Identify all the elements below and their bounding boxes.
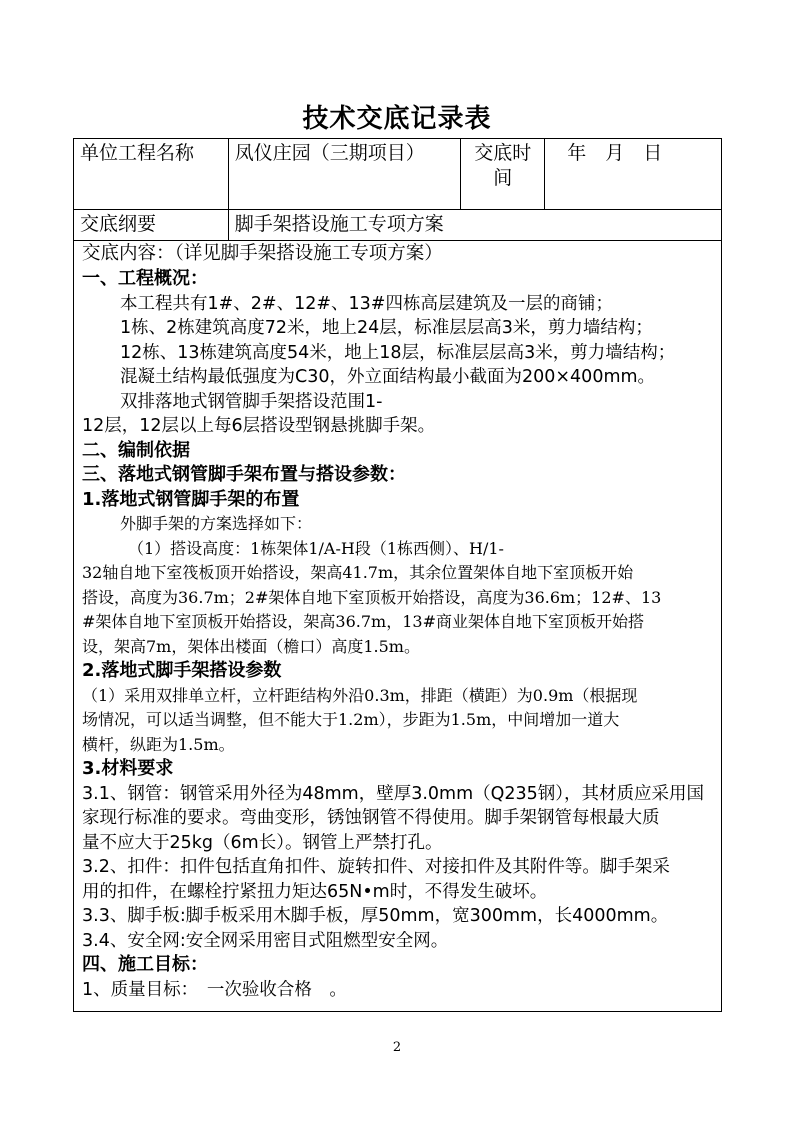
s33-line-3: 量不应大于25kg（6m长）。钢管上严禁打孔。 bbox=[82, 832, 443, 853]
s33-line-5: 用的扣件，在螺栓拧紧扭力矩达65N•m时，不得发生破坏。 bbox=[82, 881, 548, 902]
unit-label: 单位工程名称 bbox=[74, 139, 229, 210]
s31-line-2: （1）搭设高度：1栋架体1/A-H段（1栋西侧）、H/1- bbox=[128, 538, 504, 558]
section-3-title: 三、落地式钢管脚手架布置与搭设参数： bbox=[82, 464, 406, 485]
s33-line-1: 3.1、钢管：钢管采用外径为48mm，壁厚3.0mm（Q235钢），其材质应采用国 bbox=[82, 783, 705, 804]
s33-line-7: 3.4、安全网:安全网采用密目式阻燃型安全网。 bbox=[82, 930, 449, 951]
s1-line-4: 混凝土结构最低强度为C30，外立面结构最小截面为200×400mm。 bbox=[120, 367, 656, 387]
page-number: 2 bbox=[392, 1040, 402, 1055]
s33-line-6: 3.3、脚手板:脚手板采用木脚手板，厚50mm，宽300mm，长4000mm。 bbox=[82, 906, 669, 926]
content-intro: 交底内容：（详见脚手架搭设施工专项方案） bbox=[82, 243, 443, 264]
unit-value: 凤仪庄园（三期项目） bbox=[228, 139, 461, 210]
s1-line-6: 12层，12层以上每6层搭设型钢悬挑脚手架。 bbox=[82, 416, 436, 436]
s32-line-1: （1）采用双排单立杆，立杆距结构外沿0.3m，排距（横距）为0.9m（根据现 bbox=[82, 685, 638, 705]
s32-line-3: 横杆，纵距为1.5m。 bbox=[82, 734, 235, 754]
s1-line-3: 12栋、13栋建筑高度54米，地上18层，标准层层高3米，剪力墙结构； bbox=[120, 342, 676, 363]
subsection-3-1-title: 1.落地式钢管脚手架的布置 bbox=[82, 488, 300, 510]
outline-value: 脚手架搭设施工专项方案 bbox=[228, 210, 721, 241]
time-value: 年 月 日 bbox=[545, 139, 722, 210]
header-table bbox=[73, 138, 722, 241]
s32-line-2: 场情况，可以适当调整，但不能大于1.2m），步距为1.5m，中间增加一道大 bbox=[82, 710, 620, 729]
s1-line-5: 双排落地式钢管脚手架搭设范围1- bbox=[120, 391, 383, 412]
page-title: 技术交底记录表 bbox=[302, 104, 492, 134]
s31-line-4: 搭设，高度为36.7m；2#架体自地下室顶板开始搭设，高度为36.6m；12#、13 bbox=[82, 587, 662, 607]
s1-line-2: 1栋、2栋建筑高度72米，地上24层，标准层层高3米，剪力墙结构； bbox=[120, 318, 653, 338]
s31-line-6: 设，架高7m，架体出楼面（檐口）高度1.5m。 bbox=[82, 636, 420, 656]
content-cell bbox=[73, 240, 722, 1012]
subsection-3-2-title: 2.落地式脚手架搭设参数 bbox=[82, 660, 282, 681]
s31-line-1: 外脚手架的方案选择如下： bbox=[120, 514, 313, 533]
s1-line-1: 本工程共有1#、2#、12#、13#四栋高层建筑及一层的商铺； bbox=[120, 293, 613, 314]
s31-line-5: #架体自地下室顶板开始搭设，架高36.7m，13#商业架体自地下室顶板开始搭 bbox=[82, 612, 644, 631]
subsection-3-3-title: 3.材料要求 bbox=[82, 758, 174, 779]
time-label: 交底时间 bbox=[461, 139, 545, 210]
s33-line-4: 3.2、扣件：扣件包括直角扣件、旋转扣件、对接扣件及其附件等。脚手架采 bbox=[82, 857, 670, 877]
s31-line-3: 32轴自地下室筏板顶开始搭设，架高41.7m，其余位置架体自地下室顶板开始 bbox=[82, 563, 634, 582]
section-4-title: 四、施工目标： bbox=[82, 954, 208, 975]
s4-line-1: 1、质量目标： 一次验收合格 。 bbox=[82, 979, 347, 1000]
s33-line-2: 家现行标准的要求。弯曲变形，锈蚀钢管不得使用。脚手架钢管每根最大质 bbox=[82, 808, 660, 828]
section-2-title: 二、编制依据 bbox=[82, 439, 190, 461]
section-1-title: 一、工程概况： bbox=[82, 268, 208, 289]
outline-label: 交底纲要 bbox=[74, 210, 229, 241]
